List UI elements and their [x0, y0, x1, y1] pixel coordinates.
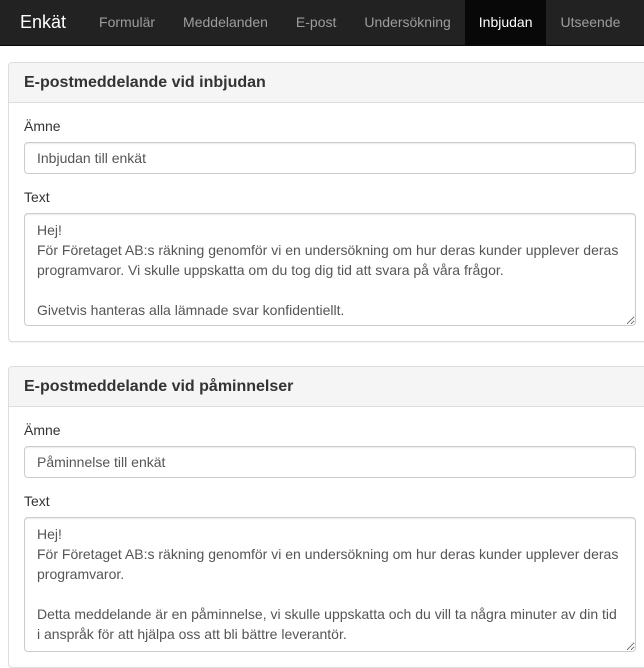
invitation-subject-label: Ämne	[24, 118, 61, 134]
invitation-panel-heading: E-postmeddelande vid inbjudan	[9, 63, 644, 103]
nav-item-utseende[interactable]: Utseende	[560, 14, 621, 30]
reminder-subject-input[interactable]	[24, 446, 636, 478]
brand-link[interactable]: Enkät	[20, 12, 67, 32]
invitation-text-textarea[interactable]	[24, 213, 636, 326]
reminder-text-label: Text	[24, 493, 50, 509]
reminder-subject-label: Ämne	[24, 422, 61, 438]
nav-item-meddelanden[interactable]: Meddelanden	[183, 14, 268, 30]
invitation-text-label: Text	[24, 189, 50, 205]
invitation-panel-body	[9, 103, 644, 341]
top-navbar	[0, 0, 644, 46]
invitation-subject-input[interactable]	[24, 142, 636, 174]
nav-item-inbjudan[interactable]: Inbjudan	[465, 0, 547, 45]
reminder-panel-body	[9, 407, 644, 667]
nav-item-undersokning[interactable]: Undersökning	[364, 14, 451, 30]
invitation-email-panel	[8, 62, 644, 342]
reminder-panel-heading: E-postmeddelande vid påminnelser	[9, 367, 644, 407]
nav-item-epost[interactable]: E-post	[295, 14, 337, 30]
reminder-email-panel	[8, 366, 644, 668]
reminder-text-textarea[interactable]	[24, 517, 636, 652]
nav-item-formular[interactable]: Formulär	[99, 14, 156, 30]
